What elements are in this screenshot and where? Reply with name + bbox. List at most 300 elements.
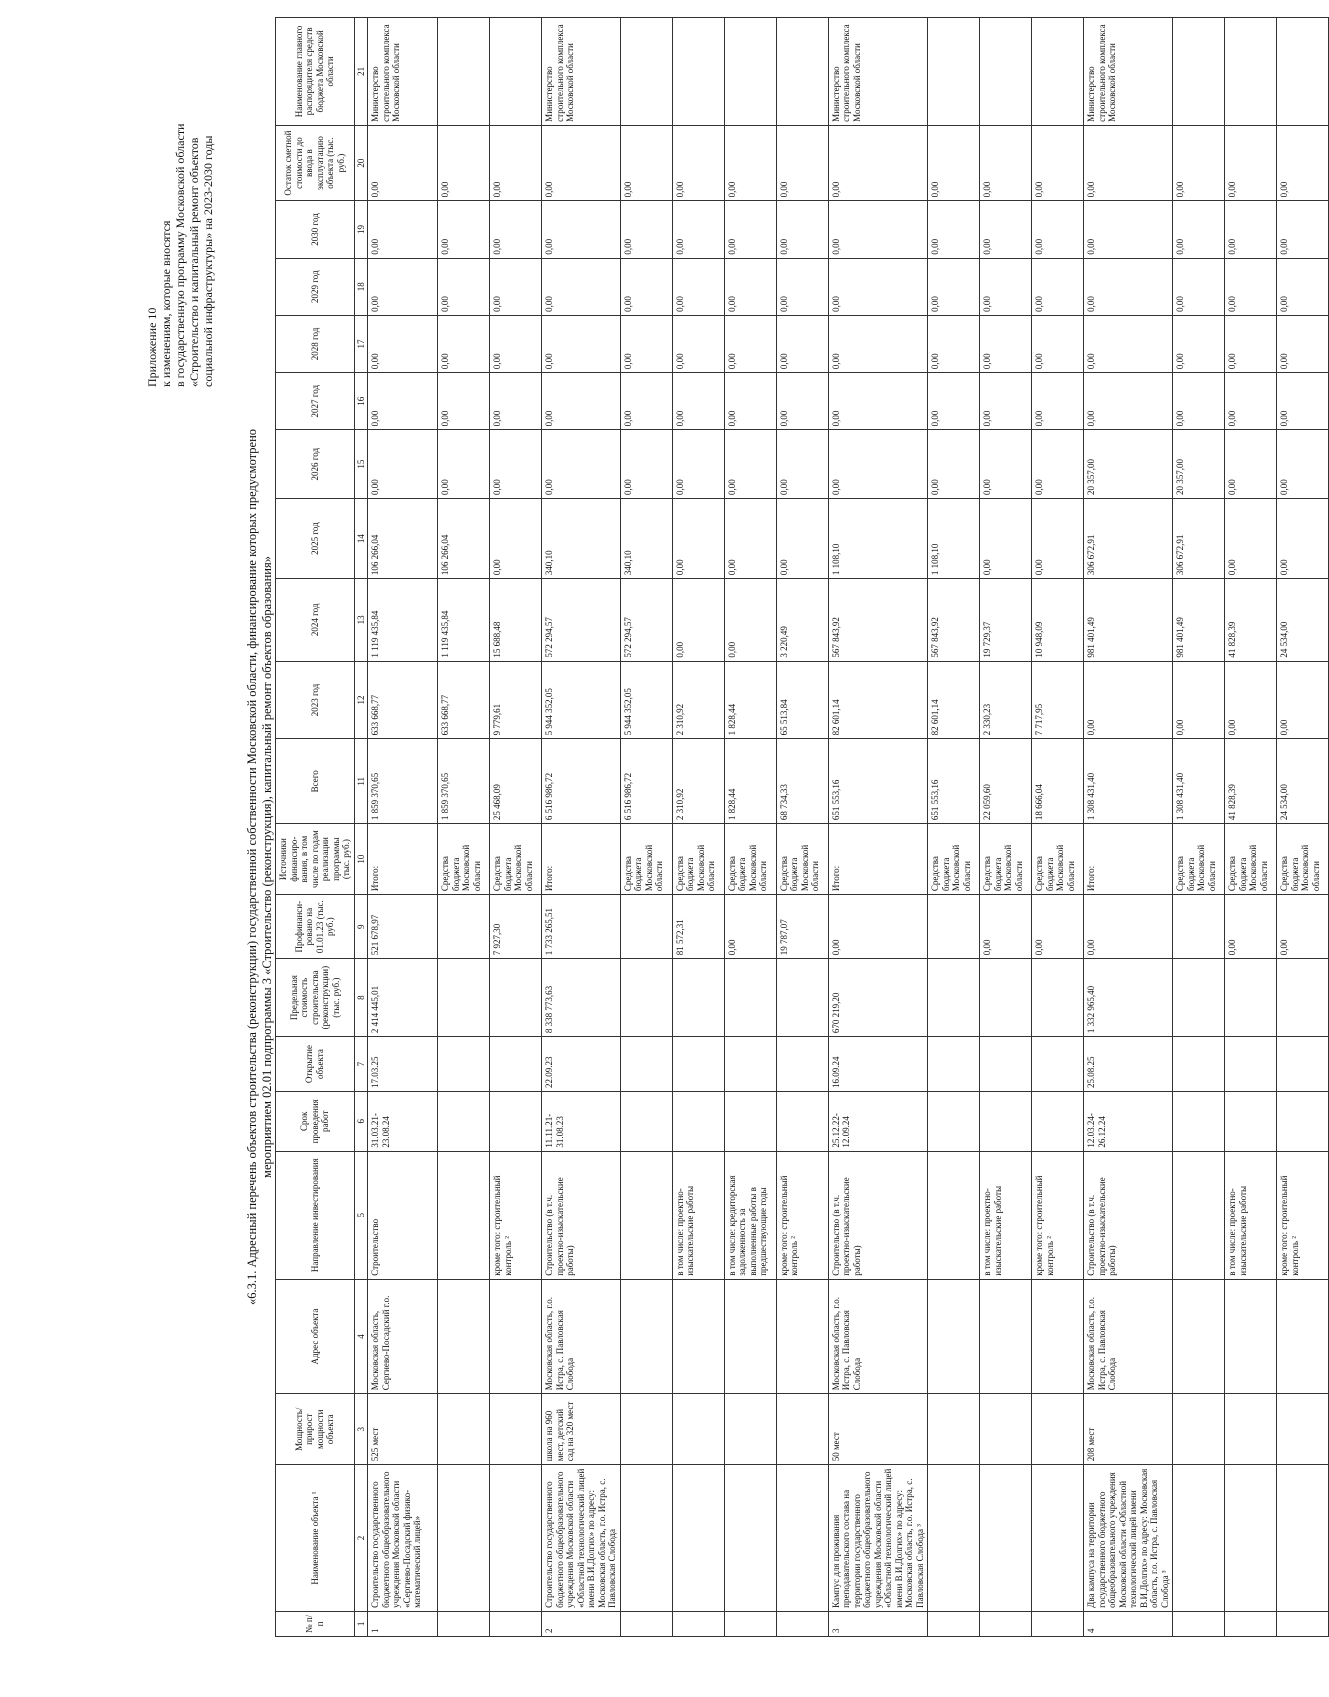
cell-value: 0,00 [1032,315,1084,372]
cell-term [928,1092,980,1152]
cell-value: 0,00 [1225,499,1277,579]
cell-name [1225,1465,1277,1612]
cell-value: 1 828,44 [724,661,776,739]
cell-fin: 1 733 265,51 [542,895,621,959]
cell-value: 2 310,92 [672,739,724,824]
cell-value: 1 308 431,40 [1084,739,1173,824]
cell-value: 0,00 [620,373,672,430]
cell-value: 5 944 352,05 [542,661,621,739]
cell-value: 0,00 [724,125,776,201]
cell-n: 1 [368,1611,438,1636]
cell-term: 31.03.21-23.08.24 [368,1092,438,1152]
cell-addr: Московская область, г.о. Истра, с. Павловская Слобода [1084,1279,1173,1393]
appendix-note-line: к изменениям, которые вносятся [159,220,173,387]
column-number: 14 [354,499,368,579]
cell-dir: Строительство (в т.ч. проектно-изыскательские работы) [828,1151,928,1279]
cell-src: Итого: [1084,824,1173,895]
cell-dir [438,1151,490,1279]
cell-value: 0,00 [1084,661,1173,739]
cell-value: 0,00 [928,430,980,499]
cell-value: 572 294,57 [542,579,621,661]
cell-value: 0,00 [1032,499,1084,579]
column-number: 8 [354,959,368,1037]
cell-src: Средства бюджета Московской области [980,824,1032,895]
cell-value: 0,00 [1225,373,1277,430]
cell-term [672,1092,724,1152]
cell-value: 25 468,09 [490,739,542,824]
cell-manager [776,18,828,126]
column-number: 19 [354,201,368,258]
cell-fin: 521 678,97 [368,895,438,959]
cell-manager: Министерство строительного комплекса Московской области [1084,18,1173,126]
cell-addr [1173,1279,1225,1393]
column-header: 2028 год [276,315,355,372]
cell-cap [490,1394,542,1465]
cell-value: 567 843,92 [928,579,980,661]
cell-value: 306 672,91 [1084,499,1173,579]
cell-open: 22.09.23 [542,1037,621,1092]
cell-value: 981 401,49 [1084,579,1173,661]
cell-value: 0,00 [620,125,672,201]
title-line-2: мероприятием 02.01 подпрограммы 3 «Строительство (реконструкция), капитальный ремонт объектов образования» [260,556,274,1178]
cell-term [1225,1092,1277,1152]
cell-value: 1 828,44 [724,739,776,824]
cell-value: 0,00 [1173,125,1225,201]
cell-open [980,1037,1032,1092]
cell-term: 11.11.21-31.08.23 [542,1092,621,1152]
cell-n: 3 [828,1611,928,1636]
cell-open [724,1037,776,1092]
cell-value: 0,00 [672,125,724,201]
cell-n [724,1611,776,1636]
cell-addr [928,1279,980,1393]
column-number: 10 [354,824,368,895]
cell-open [1032,1037,1084,1092]
cell-value: 0,00 [1173,315,1225,372]
cell-n: 4 [1084,1611,1173,1636]
cell-src: Итого: [368,824,438,895]
cell-cap [724,1394,776,1465]
cell-fin: 81 572,31 [672,895,724,959]
cell-name: Два кампуса на территории государственного бюджетного общеобразовательного учреждения Московской области «Областной технологический лицей имени В.И.Долгих» по адресу: Московская область, г.о. Истра, с. Павловская Слобода ³ [1084,1465,1173,1612]
cell-src: Средства бюджета Московской области [620,824,672,895]
cell-value: 0,00 [828,125,928,201]
cell-value: 24 534,00 [1277,739,1329,824]
cell-value: 0,00 [672,499,724,579]
cell-value: 651 553,16 [928,739,980,824]
cell-value: 0,00 [542,315,621,372]
cell-value: 5 944 352,05 [620,661,672,739]
cell-value: 0,00 [724,430,776,499]
cell-value: 0,00 [1277,373,1329,430]
cell-fin: 0,00 [1084,895,1173,959]
cell-value: 567 843,92 [828,579,928,661]
table-row [980,18,1032,1637]
cell-cap [980,1394,1032,1465]
column-number: 2 [354,1465,368,1612]
cell-value: 0,00 [928,315,980,372]
document-title [245,317,275,1417]
cell-src: Средства бюджета Московской области [1032,824,1084,895]
cell-value: 3 220,49 [776,579,828,661]
cell-value: 0,00 [368,258,438,315]
cell-value: 572 294,57 [620,579,672,661]
cell-open: 17.03.25 [368,1037,438,1092]
cell-cap [438,1394,490,1465]
cell-open [1225,1037,1277,1092]
cell-value: 0,00 [980,315,1032,372]
cell-dir: Строительство (в т.ч. проектно-изыскательские работы) [1084,1151,1173,1279]
cell-name [776,1465,828,1612]
cell-value: 0,00 [368,430,438,499]
cell-name [1173,1465,1225,1612]
cell-value: 0,00 [438,430,490,499]
cell-name: Строительство государственного бюджетного общеобразовательного учреждения Московской области «Сергиево-Посадский физико-математический лицей» [368,1465,438,1612]
appendix-note-line: в государственную программу Московской области [173,123,187,387]
cell-value: 106 266,04 [368,499,438,579]
cell-value: 7 717,95 [1032,661,1084,739]
cell-value: 6 516 986,72 [542,739,621,824]
cell-dir: в том числе: проектно-изыскательские работы [980,1151,1032,1279]
cell-value: 0,00 [828,315,928,372]
column-header: 2023 год [276,661,355,739]
cell-value: 0,00 [980,201,1032,258]
cell-n [980,1611,1032,1636]
cell-value: 0,00 [980,430,1032,499]
column-header: Всего [276,739,355,824]
cell-value: 2 330,23 [980,661,1032,739]
cell-manager [672,18,724,126]
cell-manager [490,18,542,126]
cell-src: Средства бюджета Московской области [1173,824,1225,895]
cell-dir [1173,1151,1225,1279]
cell-term [1032,1092,1084,1152]
table-row [776,18,828,1637]
cell-value: 0,00 [1032,430,1084,499]
cell-value: 0,00 [1173,258,1225,315]
cell-value: 0,00 [724,315,776,372]
column-number: 11 [354,739,368,824]
cell-addr [672,1279,724,1393]
cell-manager [928,18,980,126]
cell-value: 0,00 [368,373,438,430]
cell-value: 0,00 [1084,258,1173,315]
cell-value: 0,00 [1084,373,1173,430]
cell-addr: Московская область, г.о. Истра, с. Павловская Слобода [828,1279,928,1393]
cell-limit [1173,959,1225,1037]
column-header: 2025 год [276,499,355,579]
cell-value: 22 059,60 [980,739,1032,824]
cell-value: 0,00 [980,499,1032,579]
cell-limit [980,959,1032,1037]
cell-fin: 0,00 [1032,895,1084,959]
table-row [828,18,928,1637]
cell-src: Итого: [542,824,621,895]
cell-cap [1225,1394,1277,1465]
cell-term [1277,1092,1329,1152]
table-row [1173,18,1225,1637]
cell-value: 0,00 [928,258,980,315]
cell-value: 0,00 [1277,499,1329,579]
column-header: Источники финансиро-вания, в том числе по годам реализации программы (тыс. руб.) [276,824,355,895]
cell-value: 0,00 [368,315,438,372]
cell-name [438,1465,490,1612]
cell-open: 25.08.25 [1084,1037,1173,1092]
cell-src: Средства бюджета Московской области [490,824,542,895]
cell-src: Средства бюджета Московской области [1225,824,1277,895]
cell-name [980,1465,1032,1612]
cell-value: 0,00 [776,430,828,499]
cell-manager [1225,18,1277,126]
cell-open [490,1037,542,1092]
cell-value: 0,00 [724,258,776,315]
cell-value: 1 308 431,40 [1173,739,1225,824]
cell-value: 0,00 [724,201,776,258]
cell-name [620,1465,672,1612]
cell-value: 0,00 [1277,315,1329,372]
cell-cap: 525 мест [368,1394,438,1465]
cell-value: 10 948,09 [1032,579,1084,661]
cell-value: 340,10 [542,499,621,579]
cell-value: 0,00 [776,373,828,430]
cell-dir [928,1151,980,1279]
cell-addr [1225,1279,1277,1393]
column-header: Остаток сметной стоимости до ввода в эксплуатацию объекта (тыс. руб.) [276,125,355,201]
cell-open [1277,1037,1329,1092]
cell-addr [438,1279,490,1393]
cell-value: 68 734,33 [776,739,828,824]
column-header: Предельная стоимость строительства (реконструкции) (тыс. руб.) [276,959,355,1037]
cell-value: 981 401,49 [1173,579,1225,661]
table-row [1032,18,1084,1637]
table-row [1277,18,1329,1637]
cell-value: 0,00 [438,373,490,430]
cell-fin [1173,895,1225,959]
column-header: Мощность/ прирост мощности объекта [276,1394,355,1465]
cell-addr [724,1279,776,1393]
column-header: Наименование объекта ¹ [276,1465,355,1612]
cell-n [672,1611,724,1636]
cell-n [490,1611,542,1636]
column-number: 3 [354,1394,368,1465]
cell-manager [724,18,776,126]
column-number: 1 [354,1611,368,1636]
table-row [1225,18,1277,1637]
cell-manager: Министерство строительного комплекса Московской области [542,18,621,126]
cell-limit [776,959,828,1037]
cell-limit [620,959,672,1037]
cell-value: 0,00 [724,579,776,661]
cell-cap [1173,1394,1225,1465]
cell-term [438,1092,490,1152]
cell-value: 18 666,04 [1032,739,1084,824]
cell-value: 0,00 [1032,201,1084,258]
cell-value: 0,00 [776,125,828,201]
cell-value: 0,00 [620,430,672,499]
cell-cap: 50 мест [828,1394,928,1465]
cell-value: 0,00 [438,258,490,315]
column-header: Профинанси-ровано на 01.01.23 (тыс. руб.) [276,895,355,959]
cell-fin: 7 927,30 [490,895,542,959]
cell-value: 1 108,10 [828,499,928,579]
cell-src: Средства бюджета Московской области [1277,824,1329,895]
cell-value: 0,00 [776,258,828,315]
cell-term [980,1092,1032,1152]
cell-src: Средства бюджета Московской области [672,824,724,895]
cell-value: 0,00 [672,430,724,499]
cell-src: Средства бюджета Московской области [776,824,828,895]
cell-value: 0,00 [542,430,621,499]
cell-value: 6 516 986,72 [620,739,672,824]
cell-name [490,1465,542,1612]
cell-cap [928,1394,980,1465]
cell-value: 15 688,48 [490,579,542,661]
cell-value: 0,00 [542,373,621,430]
column-number: 12 [354,661,368,739]
cell-dir: Строительство [368,1151,438,1279]
cell-value: 0,00 [828,430,928,499]
column-number: 21 [354,18,368,126]
cell-limit [1277,959,1329,1037]
cell-value: 0,00 [980,125,1032,201]
table-row [724,18,776,1637]
cell-term [776,1092,828,1152]
cell-value: 0,00 [1225,315,1277,372]
cell-value: 0,00 [542,258,621,315]
column-header: Открытие объекта [276,1037,355,1092]
cell-value: 82 601,14 [928,661,980,739]
cell-name [672,1465,724,1612]
cell-n [928,1611,980,1636]
cell-value: 0,00 [672,201,724,258]
cell-value: 65 513,84 [776,661,828,739]
column-number: 15 [354,430,368,499]
cell-value: 0,00 [672,315,724,372]
cell-dir: кроме того: строительный контроль ² [776,1151,828,1279]
cell-value: 0,00 [490,373,542,430]
cell-cap [1277,1394,1329,1465]
cell-n [1277,1611,1329,1636]
cell-term [724,1092,776,1152]
column-header: Наименование главного распорядителя средств бюджета Московской области [276,18,355,126]
cell-value: 0,00 [672,579,724,661]
cell-term [620,1092,672,1152]
cell-dir: кроме того: строительный контроль ² [1032,1151,1084,1279]
cell-value: 0,00 [1277,125,1329,201]
column-number: 16 [354,373,368,430]
cell-value: 82 601,14 [828,661,928,739]
cell-limit: 8 338 773,63 [542,959,621,1037]
cell-value: 41 828,39 [1225,579,1277,661]
cell-term: 12.03.24-26.12.24 [1084,1092,1173,1152]
cell-value: 0,00 [1173,373,1225,430]
address-list-table [275,17,1329,1637]
cell-n [1173,1611,1225,1636]
column-number: 5 [354,1151,368,1279]
cell-value: 0,00 [724,499,776,579]
cell-value: 0,00 [1277,258,1329,315]
cell-limit [1032,959,1084,1037]
cell-value: 0,00 [490,430,542,499]
column-number: 13 [354,579,368,661]
cell-value: 0,00 [1225,201,1277,258]
cell-value: 0,00 [980,258,1032,315]
cell-value: 633 668,77 [438,661,490,739]
cell-value: 1 108,10 [928,499,980,579]
cell-value: 0,00 [1277,430,1329,499]
cell-addr [1032,1279,1084,1393]
cell-value: 0,00 [1173,661,1225,739]
cell-open [620,1037,672,1092]
cell-value: 340,10 [620,499,672,579]
cell-value: 0,00 [672,258,724,315]
cell-value: 0,00 [1032,125,1084,201]
cell-limit [438,959,490,1037]
cell-name: Кампус для проживания преподавательского состава на территории государственного бюджетного общеобразовательного учреждения Московской области «Областной технологический лицей имени В.И.Долгих» по адресу: Московская область, г.о. Истра, с. Павловская Слобода ³ [828,1465,928,1612]
column-number: 20 [354,125,368,201]
cell-dir: в том числе: проектно-изыскательские работы [1225,1151,1277,1279]
cell-value: 0,00 [1225,430,1277,499]
cell-value: 0,00 [1277,661,1329,739]
appendix-note [145,7,215,387]
column-header: 2029 год [276,258,355,315]
cell-limit [724,959,776,1037]
cell-name [724,1465,776,1612]
column-number: 4 [354,1279,368,1393]
cell-value: 633 668,77 [368,661,438,739]
table-row [672,18,724,1637]
cell-fin [620,895,672,959]
cell-value: 0,00 [776,315,828,372]
cell-cap [620,1394,672,1465]
cell-manager [1173,18,1225,126]
cell-value: 0,00 [828,201,928,258]
appendix-note-line: «Строительство и капитальный ремонт объектов [187,137,201,387]
cell-value: 0,00 [980,373,1032,430]
table-row [928,18,980,1637]
table-row [542,18,621,1637]
cell-addr: Московская область, Сергиево-Посадский г.о. [368,1279,438,1393]
cell-value: 0,00 [438,315,490,372]
cell-value: 106 266,04 [438,499,490,579]
cell-value: 0,00 [1032,373,1084,430]
cell-dir: кроме того: строительный контроль ² [490,1151,542,1279]
table-body [368,18,1329,1637]
column-header: Адрес объекта [276,1279,355,1393]
cell-value: 1 119 435,84 [368,579,438,661]
cell-manager: Министерство строительного комплекса Московской области [368,18,438,126]
column-header: 2030 год [276,201,355,258]
column-header: Срок проведения работ [276,1092,355,1152]
table-row [620,18,672,1637]
cell-addr [490,1279,542,1393]
cell-value: 0,00 [1084,201,1173,258]
column-header: № п/п [276,1611,355,1636]
cell-value: 0,00 [724,373,776,430]
cell-value: 0,00 [928,125,980,201]
cell-value: 0,00 [620,201,672,258]
cell-cap [1032,1394,1084,1465]
cell-value: 0,00 [1032,258,1084,315]
cell-limit: 2 414 445,01 [368,959,438,1037]
cell-cap [672,1394,724,1465]
cell-addr: Московская область, г.о. Истра, с. Павловская Слобода [542,1279,621,1393]
cell-limit: 1 332 965,40 [1084,959,1173,1037]
cell-open [928,1037,980,1092]
cell-fin: 0,00 [1277,895,1329,959]
cell-value: 0,00 [1084,315,1173,372]
appendix-note-line: Приложение 10 [145,307,159,387]
